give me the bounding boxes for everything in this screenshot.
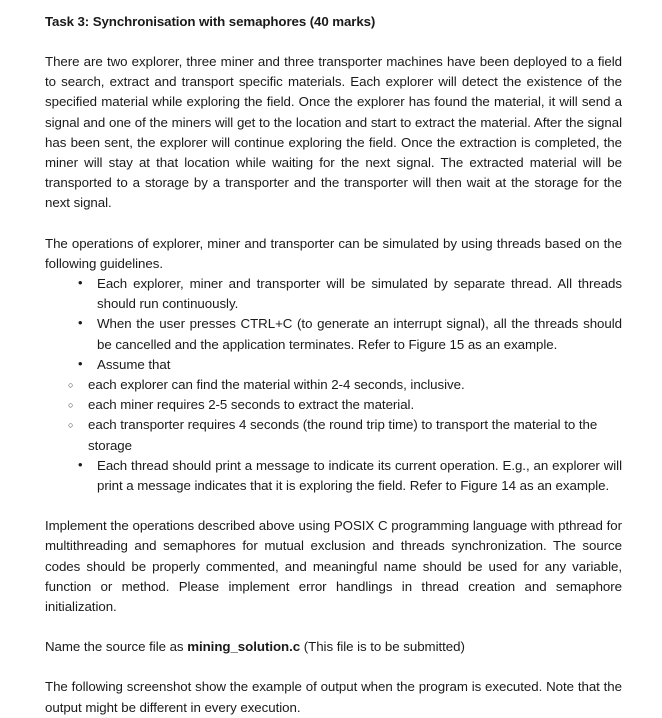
paragraph-intro: There are two explorer, three miner and three transporter machines have been deployed to a field to search, extract and transport specific materials. Each explorer will detect the existence of the specified material while exploring the field. Once the explorer has found the material, it will send a signal and one of the miners will get to the location and start to extract the material. After the signal has been sent, the explorer will continue exploring the field. Once the extraction is completed, the miner will stay at that location while waiting for the next signal. The extracted material will be transported to a storage by a transporter and the transporter will then wait at the storage for the next signal. xyxy=(45,54,622,211)
paragraph-guidelines-lead: The operations of explorer, miner and transporter can be simulated by using threads based on the following guidelines. xyxy=(45,235,622,271)
source-filename: mining_solution.c xyxy=(187,639,301,655)
guidelines-list-continued xyxy=(45,456,622,496)
paragraph-closing: The following screenshot show the example of output when the program is executed. Note that the output might be different in every execution. xyxy=(45,679,622,715)
list-item: ○ each transporter requires 4 seconds (the round trip time) to transport the material to the storage xyxy=(45,415,622,455)
list-item: • Assume that xyxy=(45,355,622,375)
filename-prefix: Name the source file as xyxy=(45,639,188,655)
paragraph-implementation: Implement the operations described above using POSIX C programming language with pthread for multithreading and semaphores for mutual exclusion and threads synchronization. The source codes should be properly commented, and meaningful name should be used for any variable, function or method. Please implement error handlings in thread creation and semaphore initialization. xyxy=(45,518,622,615)
list-item: • Each thread should print a message to indicate its current operation. E.g., an explorer will print a message indicates that it is exploring the field. Refer to Figure 14 as an example. xyxy=(45,456,622,496)
filename-suffix: (This file is to be submitted) xyxy=(300,639,465,655)
guidelines-list xyxy=(45,274,622,375)
paragraph-filename xyxy=(45,637,622,657)
list-item: • When the user presses CTRL+C (to generate an interrupt signal), all the threads should be cancelled and the application terminates. Refer to Figure 15 as an example. xyxy=(45,314,622,354)
assumptions-sublist xyxy=(45,375,622,456)
list-item: ○ each explorer can find the material within 2-4 seconds, inclusive. xyxy=(45,375,622,395)
list-item: • Each explorer, miner and transporter will be simulated by separate thread. All threads should run continuously. xyxy=(45,274,622,314)
list-item: ○ each miner requires 2-5 seconds to extract the material. xyxy=(45,395,622,415)
page-title: Task 3: Synchronisation with semaphores (40 marks) xyxy=(45,14,376,29)
